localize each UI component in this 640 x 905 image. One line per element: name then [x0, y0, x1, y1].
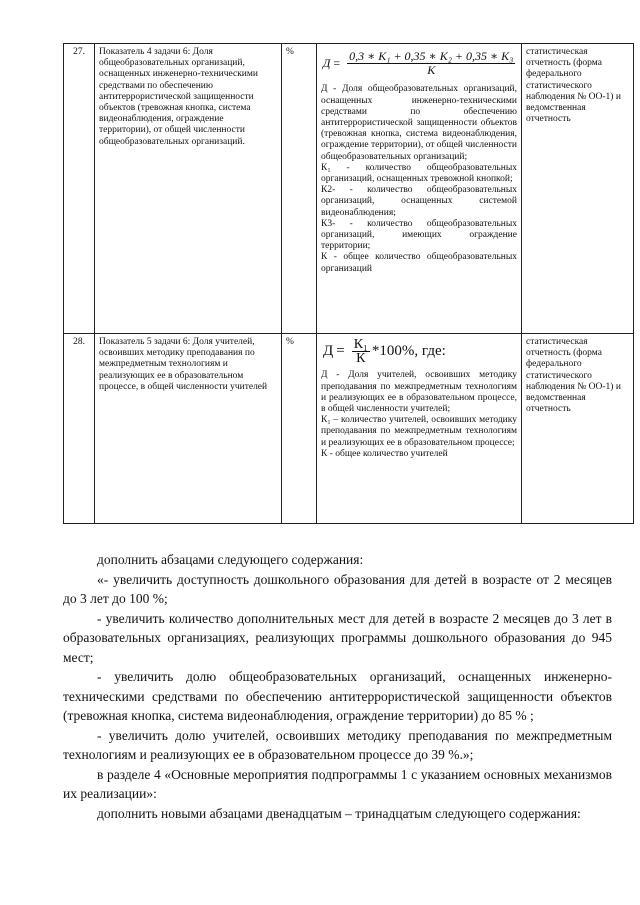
paragraph: дополнить новыми абзацами двенадцатым – тринадцатым следующего содержания: — [97, 805, 581, 821]
formula-cell — [317, 44, 522, 334]
paragraph: - увеличить долю учителей, освоивших методику преподавания по межпредметным технологиям и реализующих ее в образовательном процессе до 39 %.»; — [63, 727, 612, 762]
formula — [321, 51, 517, 76]
source-cell: статистическая отчетность (форма федерального статистического наблюдения № ОО-1) и ведомственная отчетность — [522, 334, 634, 524]
source-cell: статистическая отчетность (форма федерального статистического наблюдения № ОО-1) и ведомственная отчетность — [522, 44, 634, 334]
definition: К - общее количество учителей — [321, 448, 448, 459]
indicator-name: Показатель 4 задачи 6: Доля общеобразовательных организаций, оснащенных инженерно-техническими средствами по обеспечению антитеррористической защищенности объектов (тревожная кнопка, система видеонаблюдения, ограждение территории), от общей численности общеобразовательных организаций. — [95, 44, 282, 334]
paragraph: дополнить абзацами следующего содержания: — [97, 552, 364, 567]
formula-fraction — [352, 337, 370, 367]
formula-numerator: К₁ — [353, 337, 368, 352]
row-number: 27. — [64, 44, 95, 334]
formula-lhs: Д — [323, 343, 334, 360]
formula-fraction — [347, 51, 515, 76]
definition: Д - Доля общеобразовательных организаций, оснащенных инженерно-техническими средствами по обеспечению антитеррористической защищенности объектов (тревожная кнопка, система видеонаблюдения, ограждение территории), от общей численности общеобразовательных организаций; — [321, 84, 517, 162]
formula-numerator: 0,3 ∗ K₁ + 0,35 ∗ K₂ + 0,35 ∗ K₃ — [349, 49, 514, 63]
paragraph: - увеличить долю общеобразовательных организаций, оснащенных инженерно-техническими средствами по обеспечению антитеррористической защищенности объектов (тревожная кнопка, система видеонаблюдения, ограждение территории) до 85 % ; — [63, 669, 612, 723]
paragraph: - увеличить количество дополнительных мест для детей в возрасте 2 месяцев до 3 лет в образовательных организациях, реализующих программы дошкольного образования до 945 мест; — [63, 610, 612, 665]
definition: К - общее количество общеобразовательных организаций — [321, 252, 517, 274]
formula — [323, 337, 517, 367]
indicators-table — [63, 43, 634, 524]
formula-eq: = — [333, 56, 341, 71]
formula-suffix: *100%, где: — [371, 343, 446, 360]
body-text — [63, 550, 612, 823]
definition: К₁ - количество общеобразовательных организаций, оснащенных тревожной кнопкой; — [321, 162, 517, 185]
formula-denominator: К — [356, 351, 366, 367]
formula-denominator: K — [427, 63, 436, 78]
definition: К3- - количество общеобразовательных организаций, имеющих ограждение территории; — [321, 218, 517, 252]
table-row — [64, 44, 634, 334]
unit-cell: % — [282, 334, 317, 524]
formula-cell — [317, 334, 522, 524]
formula-eq: = — [336, 343, 345, 360]
formula-lhs: Д — [322, 56, 331, 71]
paragraph: «- увеличить доступность дошкольного образования для детей в возрасте от 2 месяцев до 3 лет до 100 %; — [63, 571, 612, 606]
row-number: 28. — [64, 334, 95, 524]
definition: Д - Доля учителей, освоивших методику преподавания по межпредметным технологиям и реализующих ее в образовательном процессе, в общей численности учителей; — [321, 370, 517, 415]
indicator-name: Показатель 5 задачи 6: Доля учителей, освоивших методику преподавания по межпредметным технологиям и реализующих ее в образовательном процессе, в общей численности учителей — [95, 334, 282, 524]
paragraph: в разделе 4 «Основные мероприятия подпрограммы 1 с указанием основных механизмов их реализации»: — [63, 766, 612, 801]
definition: К₁ – количество учителей, освоивших методику преподавания по межпредметным технологиям и реализующих ее в образовательном процессе; — [321, 415, 517, 448]
table-row — [64, 334, 634, 524]
unit-cell: % — [282, 44, 317, 334]
definition: К2- - количество общеобразовательных организаций, оснащенных системой видеонаблюдения; — [321, 185, 517, 218]
